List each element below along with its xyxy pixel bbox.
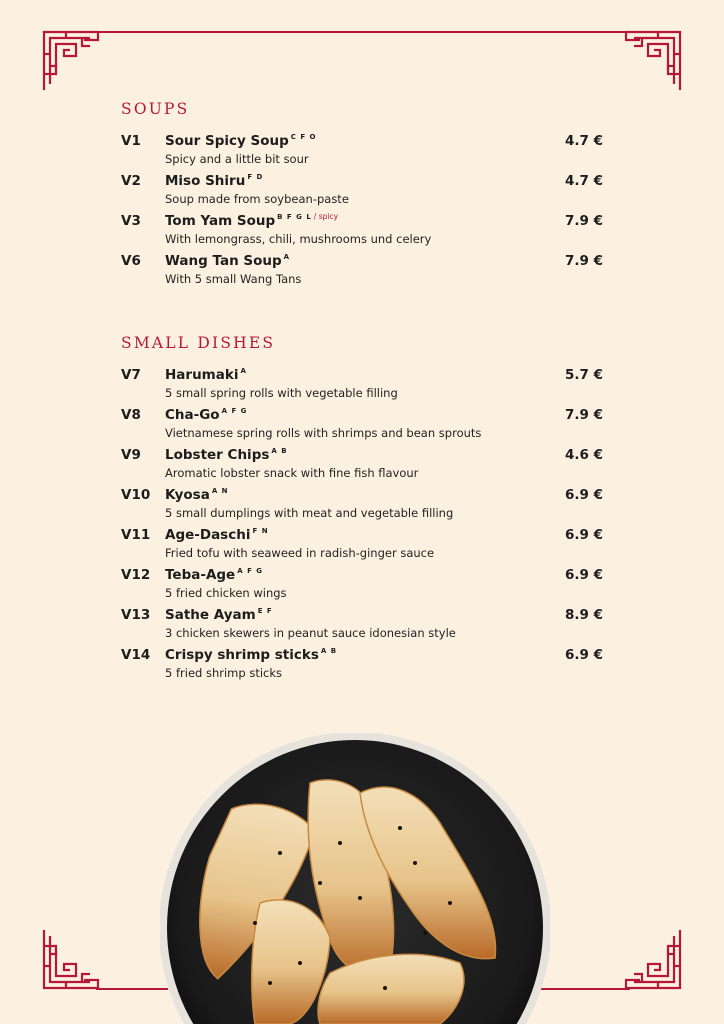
item-price: 6.9 € bbox=[564, 487, 603, 503]
allergen-codes: A B bbox=[320, 646, 338, 655]
item-description: 5 small spring rolls with vegetable filling bbox=[165, 386, 398, 400]
item-name-text: Miso Shiru bbox=[165, 173, 246, 189]
spicy-note: / spicy bbox=[313, 212, 339, 221]
menu-item bbox=[0, 527, 724, 563]
item-code: V7 bbox=[121, 367, 141, 383]
item-description: Soup made from soybean-paste bbox=[165, 192, 349, 206]
item-price: 7.9 € bbox=[564, 213, 603, 229]
item-name bbox=[165, 133, 317, 149]
item-name-text: Crispy shrimp sticks bbox=[165, 647, 319, 663]
item-code: V12 bbox=[121, 567, 151, 583]
frame-bottom-left-line bbox=[96, 988, 168, 990]
menu-item bbox=[0, 173, 724, 209]
allergen-codes: F D bbox=[247, 172, 264, 181]
item-description: 3 chicken skewers in peanut sauce idonesian style bbox=[165, 626, 456, 640]
chinese-lattice-corner-icon bbox=[622, 928, 682, 990]
allergen-codes: A F G bbox=[237, 566, 264, 575]
item-description: Fried tofu with seaweed in radish-ginger sauce bbox=[165, 546, 435, 560]
item-name bbox=[165, 367, 247, 383]
allergen-codes: A bbox=[283, 252, 291, 261]
item-price: 6.9 € bbox=[564, 527, 603, 543]
allergen-codes: F N bbox=[252, 526, 269, 535]
item-name bbox=[165, 253, 290, 269]
item-price: 4.7 € bbox=[564, 173, 603, 189]
allergen-codes: A bbox=[240, 366, 247, 375]
item-price: 4.7 € bbox=[564, 133, 603, 149]
item-name bbox=[165, 607, 273, 623]
item-price: 7.9 € bbox=[564, 407, 603, 423]
menu-item bbox=[0, 367, 724, 403]
section-title-small-dishes: SMALL DISHES bbox=[121, 334, 276, 352]
item-code: V2 bbox=[121, 173, 141, 189]
item-description: Spicy and a little bit sour bbox=[165, 152, 309, 166]
allergen-codes: E F bbox=[257, 606, 273, 615]
item-price: 8.9 € bbox=[564, 607, 603, 623]
item-name-text: Tom Yam Soup bbox=[165, 213, 276, 229]
allergen-codes: A F G bbox=[221, 406, 248, 415]
item-code: V11 bbox=[121, 527, 151, 543]
frame-top-line bbox=[96, 31, 628, 33]
chinese-lattice-corner-icon bbox=[42, 928, 102, 990]
item-price: 6.9 € bbox=[564, 647, 603, 663]
allergen-codes: A N bbox=[211, 486, 229, 495]
item-name-text: Age-Daschi bbox=[165, 527, 251, 543]
item-code: V1 bbox=[121, 133, 141, 149]
menu-item bbox=[0, 213, 724, 249]
item-code: V14 bbox=[121, 647, 151, 663]
item-name-text: Kyosa bbox=[165, 487, 210, 503]
menu-item bbox=[0, 133, 724, 169]
item-name bbox=[165, 213, 338, 229]
item-description: With 5 small Wang Tans bbox=[165, 272, 302, 286]
item-name-text: Harumaki bbox=[165, 367, 239, 383]
menu-item bbox=[0, 253, 724, 289]
allergen-codes: C F O bbox=[290, 132, 317, 141]
item-description: Vietnamese spring rolls with shrimps and bean sprouts bbox=[165, 426, 482, 440]
item-name-text: Teba-Age bbox=[165, 567, 236, 583]
menu-item bbox=[0, 447, 724, 483]
chinese-lattice-corner-icon bbox=[622, 30, 682, 92]
item-price: 7.9 € bbox=[564, 253, 603, 269]
item-name-text: Lobster Chips bbox=[165, 447, 270, 463]
frame-bottom-right-line bbox=[540, 988, 630, 990]
allergen-codes: B F G L bbox=[277, 212, 312, 221]
menu-item bbox=[0, 607, 724, 643]
item-price: 6.9 € bbox=[564, 567, 603, 583]
item-name bbox=[165, 447, 288, 463]
item-code: V9 bbox=[121, 447, 141, 463]
menu-item bbox=[0, 647, 724, 683]
item-code: V8 bbox=[121, 407, 141, 423]
item-code: V6 bbox=[121, 253, 141, 269]
item-price: 5.7 € bbox=[564, 367, 603, 383]
item-description: 5 small dumplings with meat and vegetable filling bbox=[165, 506, 454, 520]
menu-item bbox=[0, 407, 724, 443]
item-name bbox=[165, 527, 269, 543]
item-price: 4.6 € bbox=[564, 447, 603, 463]
item-name bbox=[165, 647, 337, 663]
menu-item bbox=[0, 487, 724, 523]
item-code: V3 bbox=[121, 213, 141, 229]
item-description: 5 fried chicken wings bbox=[165, 586, 287, 600]
item-name-text: Cha-Go bbox=[165, 407, 220, 423]
item-description: With lemongrass, chili, mushrooms und celery bbox=[165, 232, 432, 246]
item-name-text: Wang Tan Soup bbox=[165, 253, 282, 269]
menu-item bbox=[0, 567, 724, 603]
item-name-text: Sour Spicy Soup bbox=[165, 133, 289, 149]
section-title-soups: SOUPS bbox=[121, 100, 190, 118]
item-name bbox=[165, 567, 263, 583]
item-description: 5 fried shrimp sticks bbox=[165, 666, 283, 680]
chinese-lattice-corner-icon bbox=[42, 30, 102, 92]
item-code: V10 bbox=[121, 487, 151, 503]
allergen-codes: A B bbox=[271, 446, 288, 455]
item-code: V13 bbox=[121, 607, 151, 623]
item-name bbox=[165, 487, 229, 503]
item-name bbox=[165, 407, 247, 423]
dumpling-plate-image bbox=[160, 733, 550, 1024]
item-name-text: Sathe Ayam bbox=[165, 607, 256, 623]
item-name bbox=[165, 173, 263, 189]
item-description: Aromatic lobster snack with fine fish flavour bbox=[165, 466, 419, 480]
